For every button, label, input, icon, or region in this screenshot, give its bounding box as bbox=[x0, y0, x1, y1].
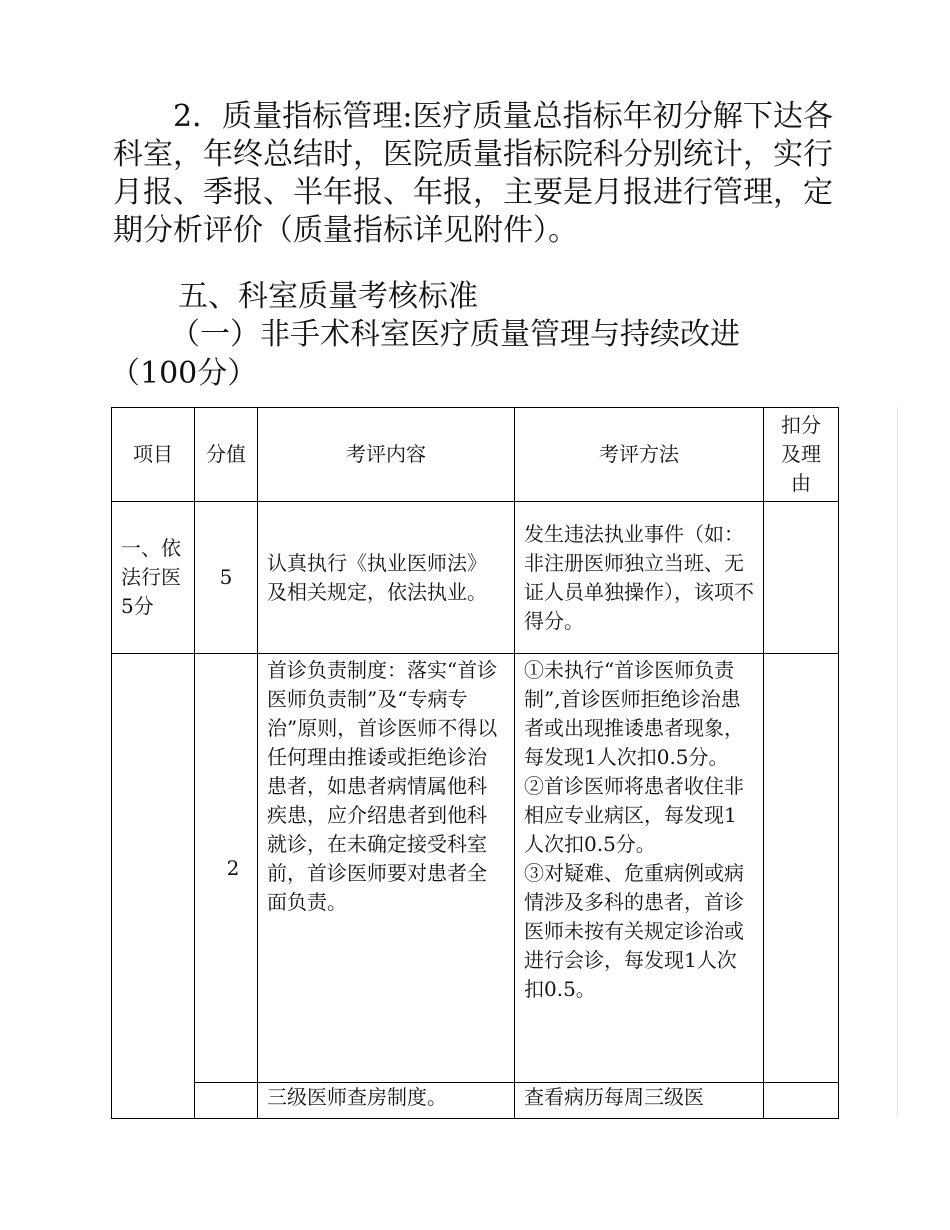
row1-score: 5 bbox=[195, 502, 258, 654]
row3-content: 三级医师查房制度。 bbox=[258, 1083, 515, 1119]
header-deduction: 扣分及理由 bbox=[764, 408, 839, 502]
section-five-heading: 五、科室质量考核标准 bbox=[178, 279, 478, 314]
header-content: 考评内容 bbox=[258, 408, 515, 502]
method-line: ①未执行“首诊医师负责制”,首诊医师拒绝诊治患者或出现推诿患者现象，每发现1人次扣0.5分。 bbox=[524, 658, 744, 769]
table-row bbox=[112, 502, 839, 654]
page-edge-divider bbox=[897, 407, 898, 1117]
header-method: 考评方法 bbox=[515, 408, 764, 502]
row2-item bbox=[112, 654, 195, 1119]
quality-assessment-table bbox=[111, 407, 839, 1119]
header-score: 分值 bbox=[195, 408, 258, 502]
table-header-row bbox=[112, 408, 839, 502]
row2-content: 首诊负责制度：落实“首诊医师负责制”及“专病专治”原则，首诊医师不得以任何理由推诿或拒绝诊治患者，如患者病情属他科疾患，应介绍患者到他科就诊，在未确定接受科室前，首诊医师要对患者全面负责。 bbox=[258, 654, 515, 1083]
row1-method: 发生违法执业事件（如：非注册医师独立当班、无证人员单独操作），该项不得分。 bbox=[515, 502, 764, 654]
row1-item: 一、依法行医5分 bbox=[112, 502, 195, 654]
row1-deduction bbox=[764, 502, 839, 654]
row2-method bbox=[515, 654, 764, 1083]
row2-deduction bbox=[764, 654, 839, 1083]
row3-method: 查看病历每周三级医 bbox=[515, 1083, 764, 1119]
row2-score: 2 bbox=[195, 654, 258, 1083]
table-row bbox=[112, 654, 839, 1083]
section2-paragraph: 2．质量指标管理:医疗质量总指标年初分解下达各科室，年终总结时，医院质量指标院科分别统计，实行月报、季报、半年报、年报，主要是月报进行管理，定期分析评价（质量指标详见附件）。 bbox=[113, 99, 833, 248]
header-item: 项目 bbox=[112, 408, 195, 502]
subsection-heading-line2: （100分） bbox=[110, 356, 258, 391]
row3-score bbox=[195, 1083, 258, 1119]
row3-deduction bbox=[764, 1083, 839, 1119]
method-line: ③对疑难、危重病例或病情涉及多科的患者，首诊医师未按有关规定诊治或进行会诊，每发现1人次扣0.5。 bbox=[524, 861, 744, 1001]
subsection-heading-line1: （一）非手术科室医疗质量管理与持续改进 bbox=[170, 317, 740, 352]
row1-content: 认真执行《执业医师法》及相关规定，依法执业。 bbox=[258, 502, 515, 654]
table-row bbox=[112, 1083, 839, 1119]
method-line: ②首诊医师将患者收住非相应专业病区，每发现1人次扣0.5分。 bbox=[524, 774, 744, 856]
